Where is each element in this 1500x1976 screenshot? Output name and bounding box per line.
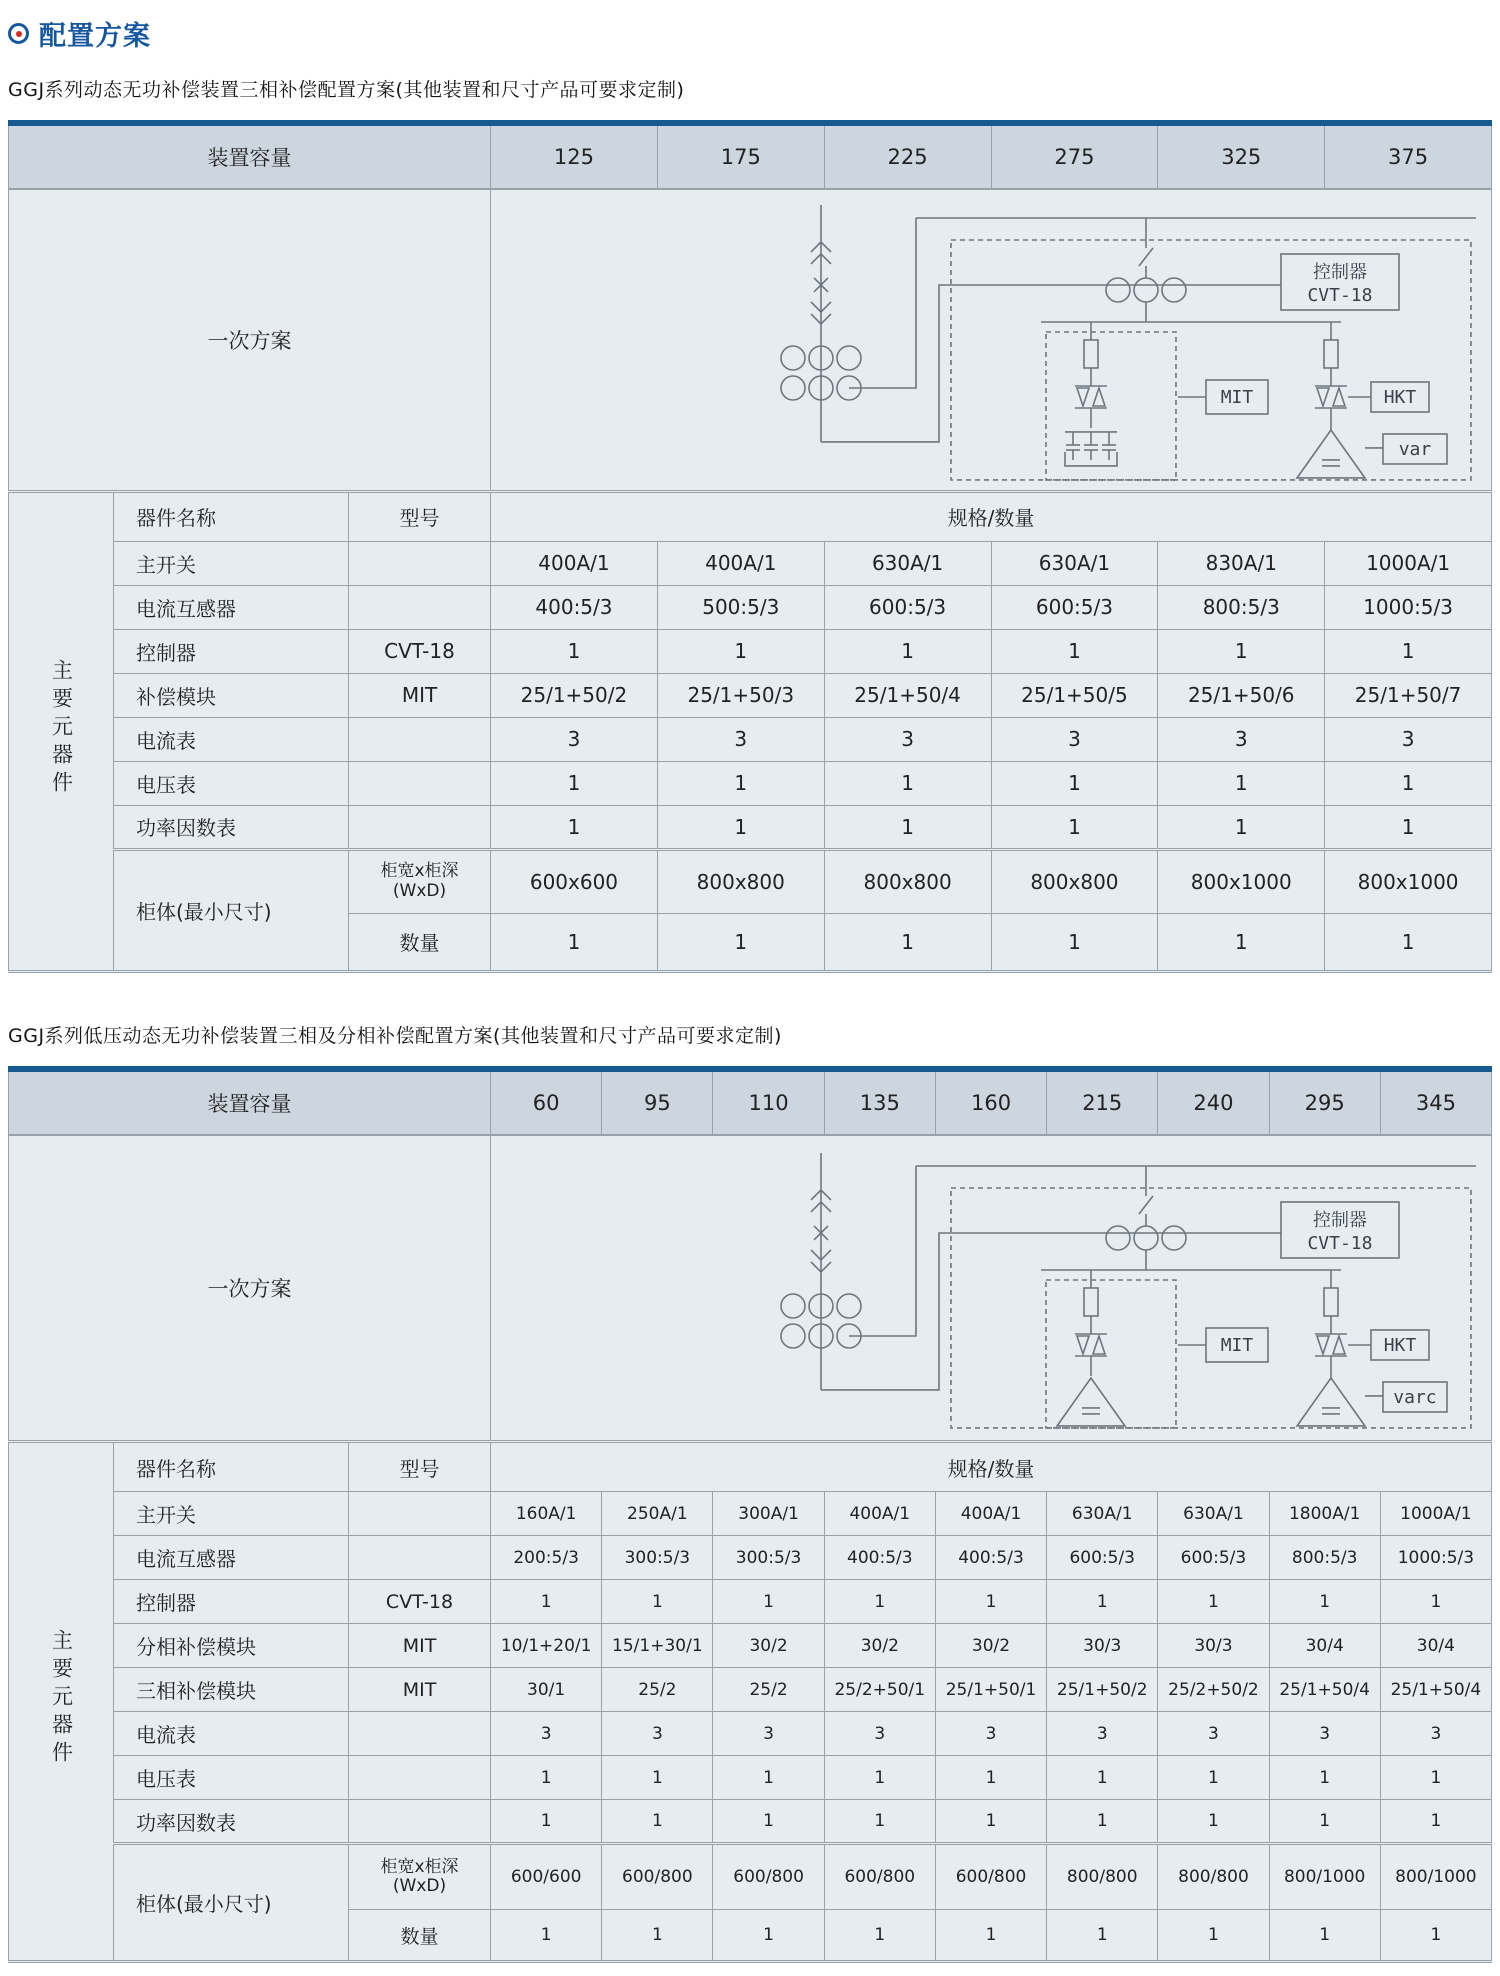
cell-value: 30/3 [1158,1624,1269,1668]
cell-value: 800/1000 [1380,1844,1491,1910]
cell-value: 800x1000 [1158,849,1325,913]
cell-value: 30/2 [935,1624,1046,1668]
table-row [9,629,1492,673]
cell-value: 300:5/3 [713,1536,824,1580]
cell-value: 800x800 [657,849,824,913]
table-row [9,1668,1492,1712]
cell-value: 10/1+20/1 [491,1624,602,1668]
cell-value: 800/1000 [1269,1844,1380,1910]
row-model [349,1492,491,1536]
capacity-label: 装置容量 [9,123,491,189]
col-header-model: 型号 [349,1442,491,1492]
cabinet-qty-label: 数量 [349,1910,491,1962]
group-label: 主要元器件 [9,491,114,971]
row-model [349,585,491,629]
cell-value: 1 [935,1756,1046,1800]
cell-value: 630A/1 [991,541,1158,585]
cell-value: 800/800 [1047,1844,1158,1910]
cell-value: 3 [1158,1712,1269,1756]
cell-value: 25/1+50/4 [1380,1668,1491,1712]
cell-value: 1 [1269,1910,1380,1962]
one-line-diagram-svg [491,190,1491,490]
var-label: varc [1393,1387,1437,1409]
cell-value: 400A/1 [935,1492,1046,1536]
primary-scheme-label: 一次方案 [9,189,491,491]
col-header-name: 器件名称 [114,491,349,541]
primary-scheme-row [9,1135,1492,1442]
cell-value: 160A/1 [491,1492,602,1536]
cell-value: 1 [1158,1800,1269,1844]
cell-value: 800x800 [824,849,991,913]
row-name: 主开关 [114,1492,349,1536]
cell-value: 25/1+50/3 [657,673,824,717]
cell-value: 1000A/1 [1325,541,1492,585]
cell-value: 1 [1325,913,1492,971]
cell-value: 1000:5/3 [1380,1536,1491,1580]
one-line-diagram-cell [491,1135,1492,1442]
cell-value: 1 [991,629,1158,673]
table-row [9,541,1492,585]
cell-value: 630A/1 [824,541,991,585]
row-name: 三相补偿模块 [114,1668,349,1712]
cell-value: 1 [602,1756,713,1800]
row-name: 主开关 [114,541,349,585]
cell-value: 25/1+50/4 [824,673,991,717]
cell-value: 1 [824,1910,935,1962]
cell-value: 25/2 [602,1668,713,1712]
cell-value: 1800A/1 [1269,1492,1380,1536]
cell-value: 600/800 [824,1844,935,1910]
cell-value: 1 [1380,1910,1491,1962]
cabinet-size-label: 柜宽x柜深 (WxD) [349,1844,491,1910]
cell-value: 800:5/3 [1158,585,1325,629]
section-bullet-icon [8,23,29,44]
cell-value: 3 [1047,1712,1158,1756]
cell-value: 1 [991,913,1158,971]
cell-value: 30/2 [713,1624,824,1668]
cell-value: 400A/1 [657,541,824,585]
cell-value: 25/2+50/1 [824,1668,935,1712]
row-name: 电流表 [114,1712,349,1756]
col-header-spec: 规格/数量 [491,1442,1492,1492]
cell-value: 3 [935,1712,1046,1756]
cell-value: 3 [824,1712,935,1756]
cell-value: 1 [491,629,658,673]
cell-value: 600/800 [713,1844,824,1910]
capacity-value: 375 [1325,123,1492,189]
capacity-value: 325 [1158,123,1325,189]
row-name: 控制器 [114,629,349,673]
cell-value: 1 [1380,1800,1491,1844]
row-name: 功率因数表 [114,1800,349,1844]
row-name: 电流互感器 [114,1536,349,1580]
section-title [8,0,1492,53]
cell-value: 30/3 [1047,1624,1158,1668]
controller-label: 控制器 [1313,261,1367,283]
row-model [349,1800,491,1844]
cell-value: 1 [657,761,824,805]
cell-value: 1 [713,1910,824,1962]
capacity-value: 295 [1269,1069,1380,1135]
table-row [9,1492,1492,1536]
row-name: 电压表 [114,1756,349,1800]
cell-value: 1 [1047,1800,1158,1844]
cell-value: 1 [1047,1756,1158,1800]
module-label: MIT [1220,1335,1254,1357]
capacity-value: 135 [824,1069,935,1135]
capacity-header-row [9,123,1492,189]
table-row [9,761,1492,805]
row-name: 补偿模块 [114,673,349,717]
capacity-value: 275 [991,123,1158,189]
cell-value: 1 [1158,805,1325,849]
cell-value: 3 [491,717,658,761]
cell-value: 600/800 [935,1844,1046,1910]
col-header-name: 器件名称 [114,1442,349,1492]
column-header-row [9,1442,1492,1492]
cell-value: 500:5/3 [657,585,824,629]
hkt-label: HKT [1383,386,1417,408]
cell-value: 1 [824,913,991,971]
cell-value: 1 [602,1580,713,1624]
table-row [9,805,1492,849]
row-model [349,1712,491,1756]
table-row [9,1800,1492,1844]
cell-value: 800:5/3 [1269,1536,1380,1580]
cell-value: 25/1+50/6 [1158,673,1325,717]
hkt-label: HKT [1383,1335,1417,1357]
cabinet-size-label: 柜宽x柜深 (WxD) [349,849,491,913]
cell-value: 25/1+50/1 [935,1668,1046,1712]
row-name: 功率因数表 [114,805,349,849]
cell-value: 1 [935,1910,1046,1962]
row-name: 电流互感器 [114,585,349,629]
table-row [9,1756,1492,1800]
cell-value: 25/1+50/2 [491,673,658,717]
cell-value: 1 [824,1580,935,1624]
cell-value: 600:5/3 [824,585,991,629]
cell-value: 1 [1158,1910,1269,1962]
cell-value: 1 [657,913,824,971]
cell-value: 1 [1325,629,1492,673]
table1-caption: GGJ系列动态无功补偿装置三相补偿配置方案(其他装置和尺寸产品可要求定制) [8,79,685,101]
capacity-value: 160 [935,1069,1046,1135]
cell-value: 25/1+50/4 [1269,1668,1380,1712]
controller-model-label: CVT-18 [1307,1233,1373,1255]
table-row [9,1536,1492,1580]
cell-value: 30/2 [824,1624,935,1668]
config-table-2 [8,1066,1492,1964]
cell-value: 3 [1380,1712,1491,1756]
cell-value: 1 [1269,1580,1380,1624]
config-table-1 [8,120,1492,973]
primary-scheme-label: 一次方案 [9,1135,491,1442]
cabinet-label: 柜体(最小尺寸) [114,1844,349,1962]
capacity-label: 装置容量 [9,1069,491,1135]
table-row [9,1580,1492,1624]
one-line-diagram-svg [491,1138,1491,1438]
col-header-spec: 规格/数量 [491,491,1492,541]
row-model: MIT [349,1668,491,1712]
cell-value: 1 [1269,1800,1380,1844]
cell-value: 600x600 [491,849,658,913]
cell-value: 1 [491,913,658,971]
cell-value: 400:5/3 [491,585,658,629]
cell-value: 1 [1047,1580,1158,1624]
one-line-diagram-cell [491,189,1492,491]
row-model [349,761,491,805]
cell-value: 1 [1158,629,1325,673]
cell-value: 1 [824,1756,935,1800]
table-row [9,585,1492,629]
row-name: 电流表 [114,717,349,761]
cell-value: 400:5/3 [935,1536,1046,1580]
cell-value: 1 [1158,913,1325,971]
table-row [9,673,1492,717]
cell-value: 830A/1 [1158,541,1325,585]
cell-value: 1000A/1 [1380,1492,1491,1536]
capacity-value: 60 [491,1069,602,1135]
section-title-text: 配置方案 [39,21,151,52]
cell-value: 1 [824,1800,935,1844]
cell-value: 1 [1380,1580,1491,1624]
cabinet-qty-label: 数量 [349,913,491,971]
cell-value: 1 [491,805,658,849]
cell-value: 3 [602,1712,713,1756]
cell-value: 1 [1325,805,1492,849]
cell-value: 200:5/3 [491,1536,602,1580]
controller-label: 控制器 [1313,1210,1367,1232]
cell-value: 1000:5/3 [1325,585,1492,629]
cell-value: 3 [713,1712,824,1756]
cell-value: 800/800 [1158,1844,1269,1910]
cell-value: 3 [1158,717,1325,761]
cell-value: 25/1+50/5 [991,673,1158,717]
cell-value: 3 [991,717,1158,761]
cell-value: 1 [1380,1756,1491,1800]
row-model: MIT [349,1624,491,1668]
cell-value: 1 [491,1580,602,1624]
capacity-value: 240 [1158,1069,1269,1135]
cell-value: 600:5/3 [1158,1536,1269,1580]
cell-value: 1 [713,1756,824,1800]
capacity-value: 215 [1047,1069,1158,1135]
cell-value: 250A/1 [602,1492,713,1536]
cell-value: 300:5/3 [602,1536,713,1580]
table-row [9,1624,1492,1668]
cell-value: 1 [491,1756,602,1800]
cell-value: 25/2 [713,1668,824,1712]
cell-value: 600/800 [602,1844,713,1910]
module-label: MIT [1220,386,1254,408]
row-model [349,1536,491,1580]
cell-value: 1 [1158,1580,1269,1624]
cell-value: 25/1+50/2 [1047,1668,1158,1712]
cell-value: 800x1000 [1325,849,1492,913]
cell-value: 1 [657,805,824,849]
capacity-value: 225 [824,123,991,189]
col-header-model: 型号 [349,491,491,541]
cell-value: 600:5/3 [1047,1536,1158,1580]
row-model: CVT-18 [349,629,491,673]
cell-value: 3 [657,717,824,761]
cell-value: 25/1+50/7 [1325,673,1492,717]
cell-value: 1 [491,761,658,805]
row-name: 控制器 [114,1580,349,1624]
cell-value: 1 [1158,1756,1269,1800]
capacity-value: 95 [602,1069,713,1135]
cell-value: 630A/1 [1047,1492,1158,1536]
group-label: 主要元器件 [9,1442,114,1962]
table2-caption: GGJ系列低压动态无功补偿装置三相及分相补偿配置方案(其他装置和尺寸产品可要求定制) [8,1024,782,1047]
table-row [9,717,1492,761]
cell-value: 800x800 [991,849,1158,913]
cell-value: 1 [1158,761,1325,805]
cell-value: 30/1 [491,1668,602,1712]
cell-value: 600/600 [491,1844,602,1910]
cell-value: 1 [935,1800,1046,1844]
cell-value: 1 [602,1800,713,1844]
cabinet-size-row [9,1844,1492,1910]
cell-value: 1 [713,1580,824,1624]
cabinet-label: 柜体(最小尺寸) [114,849,349,971]
capacity-value: 110 [713,1069,824,1135]
row-model: MIT [349,673,491,717]
cell-value: 3 [824,717,991,761]
cell-value: 1 [602,1910,713,1962]
cell-value: 1 [491,1910,602,1962]
table-row [9,1712,1492,1756]
cabinet-size-row [9,849,1492,913]
cell-value: 25/2+50/2 [1158,1668,1269,1712]
cell-value: 1 [657,629,824,673]
cell-value: 30/4 [1269,1624,1380,1668]
capacity-header-row [9,1069,1492,1135]
cell-value: 1 [1047,1910,1158,1962]
cell-value: 400:5/3 [824,1536,935,1580]
cell-value: 1 [713,1800,824,1844]
capacity-value: 345 [1380,1069,1491,1135]
cell-value: 1 [824,761,991,805]
capacity-value: 125 [491,123,658,189]
primary-scheme-row [9,189,1492,491]
cell-value: 3 [1269,1712,1380,1756]
cell-value: 15/1+30/1 [602,1624,713,1668]
row-model [349,805,491,849]
cell-value: 400A/1 [824,1492,935,1536]
cell-value: 3 [1325,717,1492,761]
row-name: 电压表 [114,761,349,805]
cell-value: 1 [935,1580,1046,1624]
column-header-row [9,491,1492,541]
cell-value: 30/4 [1380,1624,1491,1668]
row-model: CVT-18 [349,1580,491,1624]
cell-value: 3 [491,1712,602,1756]
cell-value: 1 [824,805,991,849]
cell-value: 1 [491,1800,602,1844]
cell-value: 630A/1 [1158,1492,1269,1536]
cell-value: 400A/1 [491,541,658,585]
cell-value: 1 [824,629,991,673]
cell-value: 300A/1 [713,1492,824,1536]
bullet-dot [16,31,22,37]
cell-value: 1 [1325,761,1492,805]
row-name: 分相补偿模块 [114,1624,349,1668]
var-label: var [1398,438,1432,460]
row-model [349,717,491,761]
cell-value: 600:5/3 [991,585,1158,629]
row-model [349,541,491,585]
cell-value: 1 [991,761,1158,805]
cell-value: 1 [991,805,1158,849]
controller-model-label: CVT-18 [1307,284,1373,306]
row-model [349,1756,491,1800]
cell-value: 1 [1269,1756,1380,1800]
capacity-value: 175 [657,123,824,189]
